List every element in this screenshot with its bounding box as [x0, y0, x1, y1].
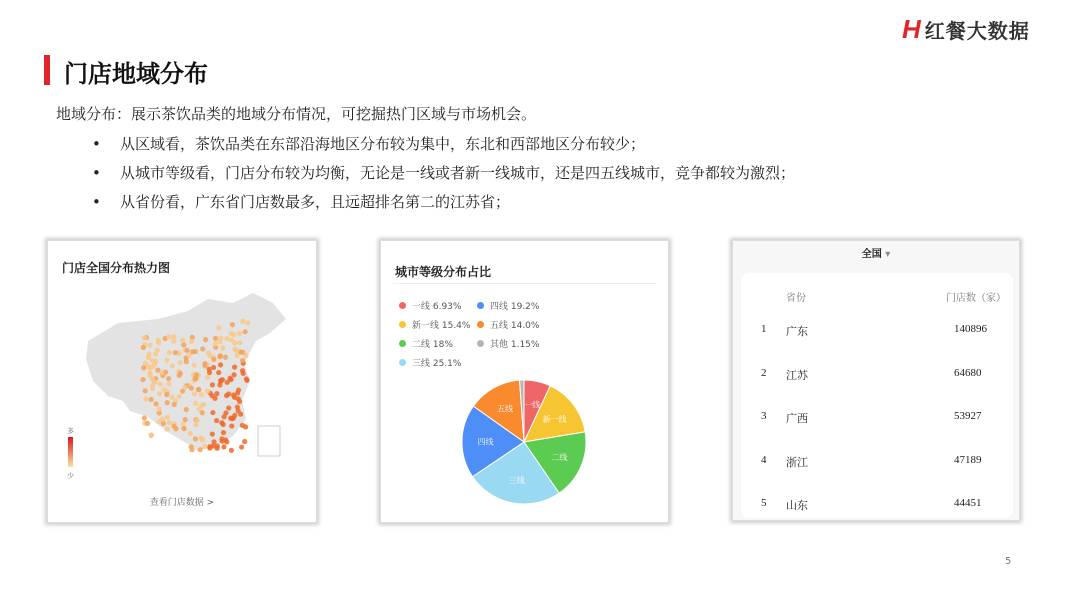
- heat-dot: [213, 336, 218, 341]
- pie-card: [380, 240, 669, 523]
- region-selector-label: 全国: [861, 249, 882, 260]
- heat-dot: [172, 402, 177, 407]
- heat-dot: [205, 389, 210, 394]
- heat-dot: [148, 373, 153, 378]
- legend-label: 五线 14.0%: [490, 321, 540, 331]
- heatmap-card: [47, 240, 317, 523]
- cell-rank: 2: [761, 366, 767, 379]
- heat-dot: [184, 359, 189, 364]
- legend-high-label: 多: [67, 427, 74, 435]
- heat-dot: [173, 350, 178, 355]
- heat-dot: [160, 416, 165, 421]
- heat-dot: [217, 354, 222, 359]
- heat-dot: [153, 359, 158, 364]
- heat-dot: [157, 406, 162, 411]
- heat-dot: [140, 377, 145, 382]
- pie-label: 一线: [524, 400, 541, 410]
- pie-title: 城市等级分布占比: [395, 265, 492, 279]
- heat-dot: [237, 331, 242, 336]
- heat-dot: [214, 446, 219, 451]
- heat-dot: [193, 401, 198, 406]
- heat-dot: [195, 418, 200, 423]
- heatmap-title: 门店全国分布热力图: [62, 261, 171, 275]
- heat-dot: [192, 391, 197, 396]
- cell-count: 53927: [954, 410, 982, 422]
- heat-dot: [216, 370, 221, 375]
- heat-dot: [226, 405, 231, 410]
- heat-dot: [216, 325, 221, 330]
- col-header-province: 省份: [786, 293, 806, 304]
- china-heatmap: [48, 241, 318, 524]
- heat-dot: [189, 386, 194, 391]
- heat-dot: [192, 363, 197, 368]
- heat-dot: [161, 387, 166, 392]
- legend-label: 其他 1.15%: [490, 340, 540, 350]
- cell-province: 江苏: [786, 369, 808, 382]
- legend-label: 一线 6.93%: [412, 302, 462, 312]
- heat-dot: [210, 410, 215, 415]
- view-store-data-link[interactable]: 查看门店数据 >: [149, 498, 215, 508]
- heat-dot: [142, 335, 147, 340]
- heat-dot: [207, 444, 212, 449]
- cell-rank: 5: [761, 497, 767, 509]
- heat-dot: [240, 358, 245, 363]
- heat-dot: [141, 365, 146, 370]
- heat-dot: [220, 346, 225, 351]
- heat-dot: [210, 393, 215, 398]
- heat-dot: [156, 340, 161, 345]
- cell-count: 44451: [954, 497, 982, 509]
- heat-dot: [143, 396, 148, 401]
- cell-rank: 3: [761, 410, 767, 422]
- heat-dot: [166, 381, 171, 386]
- page-number: 5: [1005, 556, 1012, 567]
- heat-dot: [164, 358, 169, 363]
- heat-dot: [152, 379, 157, 384]
- heat-dot: [240, 319, 245, 324]
- heat-dot: [164, 392, 169, 397]
- legend-label: 三线 25.1%: [412, 359, 462, 369]
- heat-dot: [203, 337, 208, 342]
- heat-dot: [165, 415, 170, 420]
- heat-dot: [167, 350, 172, 355]
- heat-dot: [161, 421, 166, 426]
- heat-dot: [196, 387, 201, 392]
- heat-dot: [200, 346, 205, 351]
- heat-dot: [154, 401, 159, 406]
- heat-dot: [245, 320, 250, 325]
- dropdown-caret-icon: ▾: [885, 249, 891, 260]
- pie-chart: [381, 241, 670, 524]
- heat-dot: [158, 381, 163, 386]
- heat-dot: [206, 351, 211, 356]
- heat-dot: [149, 433, 154, 438]
- heat-dot: [219, 436, 224, 441]
- heat-dot: [202, 361, 207, 366]
- cell-rank: 4: [761, 453, 767, 466]
- heat-dot: [199, 392, 204, 397]
- heat-dot: [211, 365, 216, 370]
- bullet-item: • 从省份看，广东省门店数最多，且远超排名第二的江苏省；: [92, 188, 795, 217]
- heat-dot: [210, 382, 215, 387]
- cell-province: 山东: [786, 500, 808, 512]
- heat-dot: [211, 357, 216, 362]
- heat-dot: [165, 400, 170, 405]
- heat-dot: [198, 447, 203, 452]
- heat-dot: [232, 365, 237, 370]
- heat-dot: [171, 339, 176, 344]
- heat-dot: [166, 376, 171, 381]
- heat-dot: [235, 353, 240, 358]
- heat-dot: [217, 339, 222, 344]
- heat-dot: [210, 431, 215, 436]
- heat-dot: [213, 341, 218, 346]
- heat-dot: [231, 392, 236, 397]
- heat-dot: [193, 422, 198, 427]
- heat-dot: [189, 339, 194, 344]
- heat-dot: [170, 363, 175, 368]
- heat-dot: [243, 424, 248, 429]
- heat-dot: [183, 385, 188, 390]
- heat-dot: [205, 374, 210, 379]
- heat-dot: [184, 348, 189, 353]
- cell-count: 140896: [954, 323, 987, 335]
- heat-dot: [242, 439, 247, 444]
- legend-label: 二线 18%: [412, 340, 453, 350]
- heat-dot: [189, 447, 194, 452]
- cell-province: 浙江: [786, 456, 808, 469]
- pie-label: 新一线: [542, 414, 567, 424]
- heat-dot: [153, 351, 158, 356]
- heat-dot: [231, 372, 236, 377]
- legend-label: 新一线 15.4%: [412, 321, 471, 331]
- logo-text: 红餐大数据: [924, 19, 1030, 43]
- intro-text: 地域分布：展示茶饮品类的地域分布情况，可挖掘热门区域与市场机会。: [56, 105, 537, 123]
- heat-dot: [229, 448, 234, 453]
- cell-rank: 1: [761, 323, 767, 335]
- heat-dot: [229, 331, 234, 336]
- heat-dot: [225, 380, 230, 385]
- title-accent-bar: [44, 55, 50, 85]
- heat-dot: [181, 426, 186, 431]
- heat-dot: [165, 426, 170, 431]
- heat-dot: [180, 338, 185, 343]
- pie-label: 五线: [497, 404, 514, 414]
- heat-dot: [221, 444, 226, 449]
- page-title: 门店地域分布: [64, 60, 208, 88]
- heat-dot: [142, 415, 147, 420]
- heat-dot: [200, 437, 205, 442]
- south-sea-inset: [258, 426, 280, 456]
- heat-dot: [177, 360, 182, 365]
- heat-dot: [243, 329, 248, 334]
- cell-count: 64680: [954, 366, 982, 379]
- cell-count: 47189: [954, 453, 982, 466]
- heat-dot: [202, 444, 207, 449]
- heat-dot: [197, 406, 202, 411]
- logo-mark: H: [902, 14, 921, 44]
- heat-dot: [232, 413, 237, 418]
- heat-dot: [149, 397, 154, 402]
- heat-dot: [218, 379, 223, 384]
- heat-dot: [236, 408, 241, 413]
- region-selector[interactable]: [733, 245, 1019, 260]
- heat-dot: [148, 343, 153, 348]
- heat-dot: [157, 391, 162, 396]
- heat-dot: [221, 414, 226, 419]
- brand-logo: [902, 14, 1030, 45]
- heat-dot: [226, 391, 231, 396]
- heat-dot: [184, 407, 189, 412]
- col-header-count: 门店数（家）: [946, 293, 1006, 304]
- heat-dot: [218, 362, 223, 367]
- heat-dot: [237, 340, 242, 345]
- heat-dot: [224, 439, 229, 444]
- legend-label: 四线 19.2%: [490, 302, 540, 312]
- heat-dot: [159, 370, 164, 375]
- heat-dot: [167, 420, 172, 425]
- heat-dot: [187, 353, 192, 358]
- heat-dot: [214, 418, 219, 423]
- heat-dot: [229, 423, 234, 428]
- heat-dot: [244, 353, 249, 358]
- heat-dot: [211, 439, 216, 444]
- heat-dot: [194, 372, 199, 377]
- cell-province: 广东: [786, 326, 808, 338]
- heat-dot: [214, 391, 219, 396]
- heat-dot: [221, 430, 226, 435]
- heat-dot: [221, 422, 226, 427]
- heat-dot: [145, 421, 150, 426]
- bullet-item: • 从区域看，茶饮品类在东部沿海地区分布较为集中，东北和西部地区分布较少；: [92, 130, 795, 159]
- cell-province: 广西: [786, 413, 808, 425]
- heat-dot: [146, 352, 151, 357]
- pie-label: 二线: [551, 453, 568, 463]
- heat-dot: [171, 424, 176, 429]
- heat-dot: [181, 342, 186, 347]
- pie-label: 三线: [508, 475, 525, 485]
- heat-dot: [193, 436, 198, 441]
- heat-dot: [223, 355, 228, 360]
- heat-dot: [188, 431, 193, 436]
- heat-dot: [178, 371, 183, 376]
- heat-dot: [239, 444, 244, 449]
- heat-dot: [166, 334, 171, 339]
- heat-dot: [169, 395, 174, 400]
- heat-dot: [177, 394, 182, 399]
- heat-dot: [224, 336, 229, 341]
- heat-dot: [141, 345, 146, 350]
- heat-dot: [237, 399, 242, 404]
- heat-dot: [143, 388, 148, 393]
- bullet-list: [92, 130, 795, 217]
- province-table: [741, 273, 1013, 518]
- heat-dot: [201, 402, 206, 407]
- heat-dot: [241, 371, 246, 376]
- heat-dot: [232, 340, 237, 345]
- heat-dot: [207, 370, 212, 375]
- bullet-item: • 从城市等级看，门店分布较为均衡，无论是一线或者新一线城市，还是四五线城市，竞争都较为激烈；: [92, 159, 795, 188]
- province-table-card: [732, 240, 1020, 521]
- pie-label: 四线: [477, 437, 494, 447]
- heat-dot: [181, 421, 186, 426]
- heat-dot: [230, 322, 235, 327]
- heat-dot: [232, 347, 237, 352]
- legend-low-label: 少: [67, 472, 74, 480]
- heat-legend-bar: [68, 437, 73, 467]
- heat-dot: [244, 378, 249, 383]
